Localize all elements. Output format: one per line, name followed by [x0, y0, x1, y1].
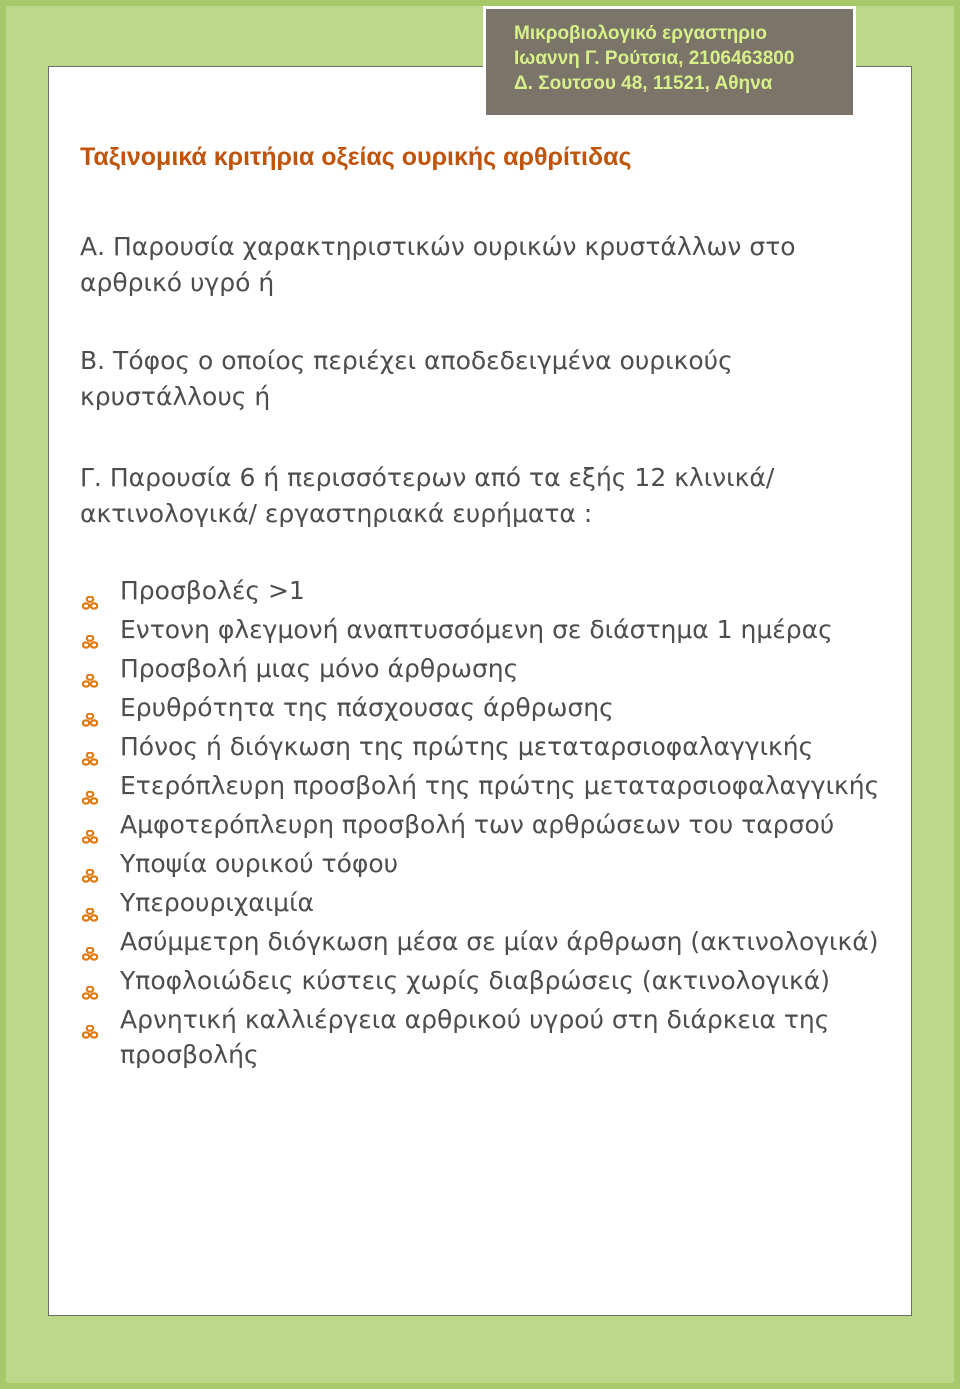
- list-item: [80, 924, 880, 959]
- list-item: [80, 885, 880, 920]
- lab-address: Δ. Σουτσου 48, 11521, Αθηνα: [514, 73, 773, 94]
- list-item-text: Προσβολή μιας μόνο άρθρωσης: [120, 654, 519, 683]
- lab-header: [483, 6, 856, 118]
- list-item-text: Υποψία ουρικού τόφου: [120, 849, 399, 878]
- list-item-text: Αρνητική καλλιέργεια αρθρικού υγρού στη διάρκεια της προσβολής: [120, 1005, 830, 1069]
- findings-list: [80, 573, 880, 1076]
- flower-bullet-icon: [82, 1013, 98, 1027]
- flower-bullet-icon: [82, 623, 98, 637]
- list-item-text: Πόνος ή διόγκωση της πρώτης μεταταρσιοφαλαγγικής: [120, 732, 814, 761]
- criterion-c: Γ. Παρουσία 6 ή περισσότερων από τα εξής 12 κλινικά/ακτινολογικά/ εργαστηριακά ευρήματα :: [80, 463, 775, 528]
- list-item: [80, 768, 880, 803]
- flower-bullet-icon: [82, 857, 98, 871]
- criterion-b: Β. Τόφος ο οποίος περιέχει αποδεδειγμένα ουρικούς κρυστάλλους ή: [80, 346, 733, 411]
- criterion-a: Α. Παρουσία χαρακτηριστικών ουρικών κρυστάλλων στο αρθρικό υγρό ή: [80, 232, 796, 297]
- flower-bullet-icon: [82, 935, 98, 949]
- list-item: [80, 729, 880, 764]
- list-item: [80, 612, 880, 647]
- list-item-text: Εντονη φλεγμονή αναπτυσσόμενη σε διάστημα 1 ημέρας: [120, 615, 833, 644]
- list-item-text: Ερυθρότητα της πάσχουσας άρθρωσης: [120, 693, 614, 722]
- list-item-text: Ετερόπλευρη προσβολή της πρώτης μεταταρσιοφαλαγγικής: [120, 771, 880, 800]
- list-item: [80, 963, 880, 998]
- flower-bullet-icon: [82, 896, 98, 910]
- flower-bullet-icon: [82, 662, 98, 676]
- lab-contact: Ιωαννη Γ. Ρούτσια, 2106463800: [514, 48, 795, 69]
- list-item: [80, 807, 880, 842]
- lab-name: Μικροβιολογικό εργαστηριο: [514, 23, 767, 44]
- list-item-text: Αμφοτερόπλευρη προσβολή των αρθρώσεων του ταρσού: [120, 810, 835, 839]
- list-item: [80, 573, 880, 608]
- list-item-text: Προσβολές >1: [120, 576, 305, 605]
- list-item: [80, 1002, 880, 1072]
- list-item-text: Ασύμμετρη διόγκωση μέσα σε μίαν άρθρωση (ακτινολογικά): [120, 927, 879, 956]
- flower-bullet-icon: [82, 818, 98, 832]
- flower-bullet-icon: [82, 584, 98, 598]
- list-item-text: Υποφλοιώδεις κύστεις χωρίς διαβρώσεις (ακτινολογικά): [120, 966, 830, 995]
- flower-bullet-icon: [82, 701, 98, 715]
- list-item: [80, 846, 880, 881]
- list-item: [80, 690, 880, 725]
- flower-bullet-icon: [82, 740, 98, 754]
- list-item: [80, 651, 880, 686]
- flower-bullet-icon: [82, 974, 98, 988]
- list-item-text: Υπερουριχαιμία: [120, 888, 315, 917]
- flower-bullet-icon: [82, 779, 98, 793]
- page-title: Ταξινομικά κριτήρια οξείας ουρικής αρθρίτιδας: [80, 143, 632, 171]
